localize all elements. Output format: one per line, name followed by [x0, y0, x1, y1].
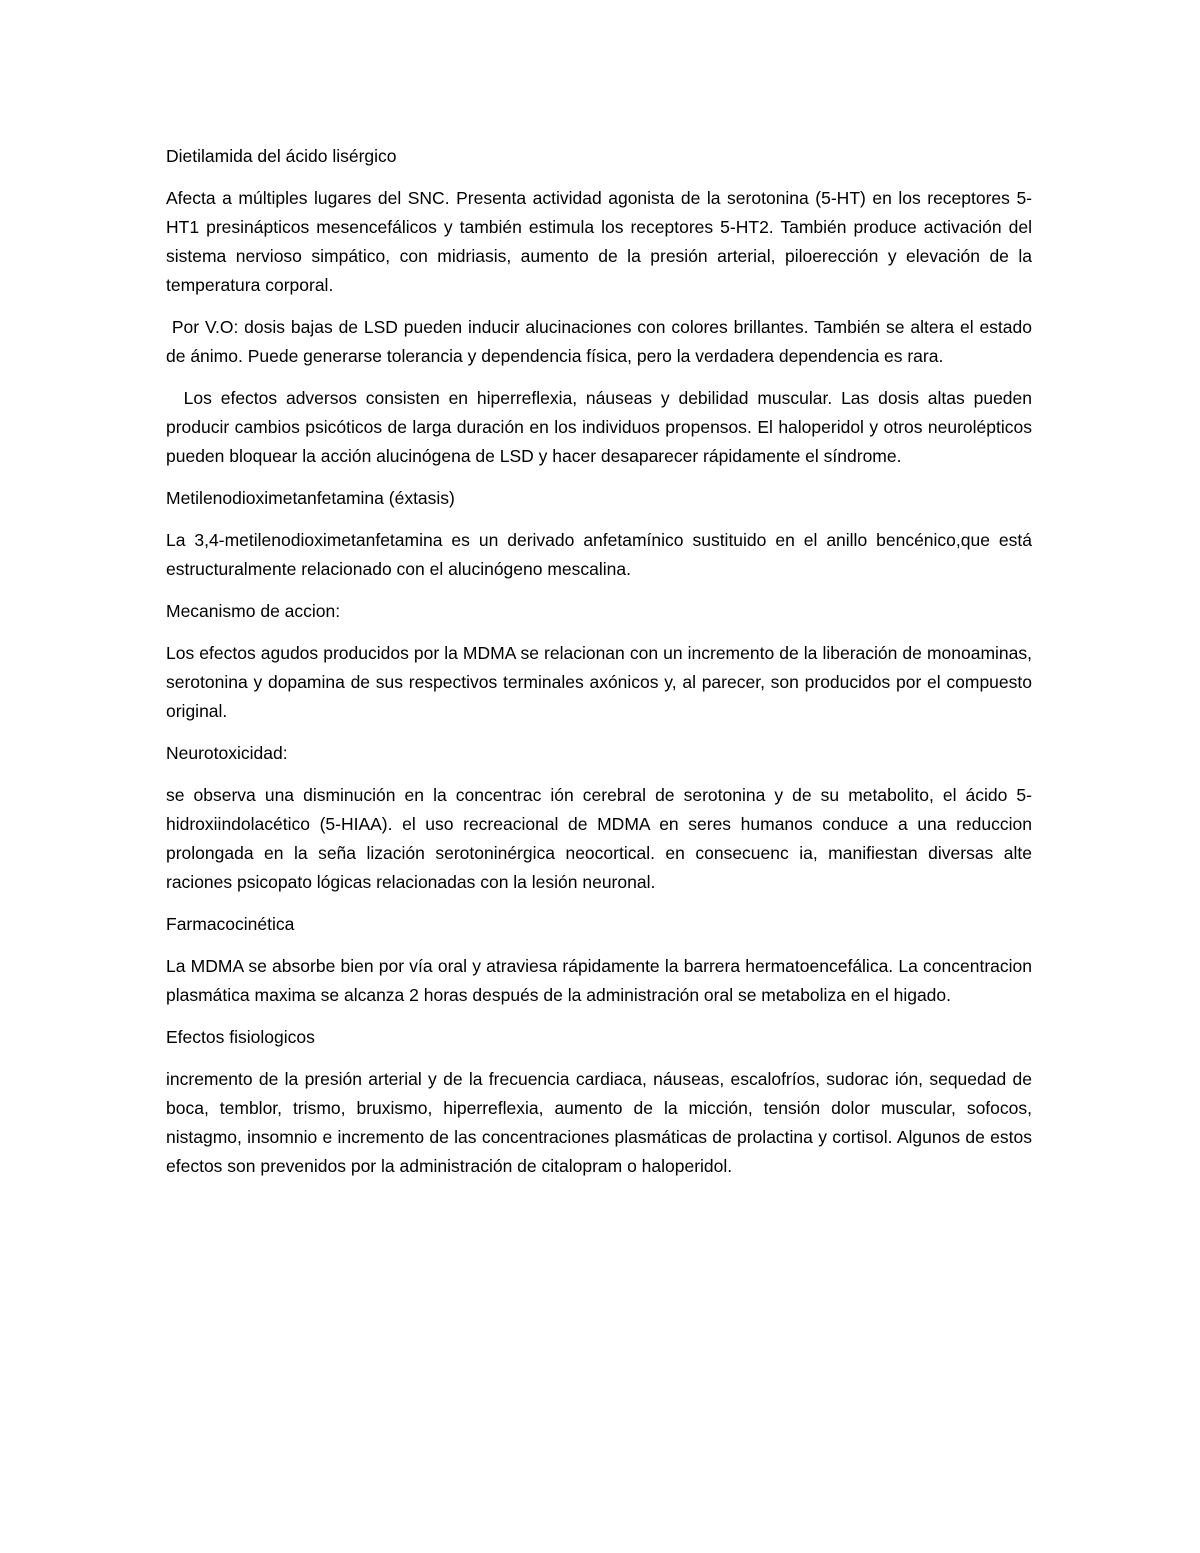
paragraph-neurotoxicity: se observa una disminución en la concentrac ión cerebral de serotonina y de su metabolito, el ácido 5-hidroxiindolacético (5-HIAA). el uso recreacional de MDMA en seres humanos conduce a una reduccion prolongada en la seña lización serotoninérgica neocortical. en consecuenc ia, manifiestan diversas alte raciones psicopato lógicas relacionadas con la lesión neuronal. [166, 785, 1032, 892]
paragraph-physiological-effects: incremento de la presión arterial y de la frecuencia cardiaca, náuseas, escalofríos, sudorac ión, sequedad de boca, temblor, trismo, bruxismo, hiperreflexia, aumento de la micción, tensión dolor muscular, sofocos, nistagmo, insomnio e incremento de las concentraciones plasmáticas de prolactina y cortisol. Algunos de estos efectos son prevenidos por la administración de citalopram o haloperidol. [166, 1069, 1032, 1176]
document-body [166, 142, 1037, 1194]
paragraph-mdma-intro: La 3,4-metilenodioximetanfetamina es un derivado anfetamínico sustituido en el anillo bencénico,que está estructuralmente relacionado con el alucinógeno mescalina. [166, 530, 1032, 579]
section-heading-pharmacokinetics: Farmacocinética [166, 914, 295, 934]
paragraph-lsd-oral: Por V.O: dosis bajas de LSD pueden inducir alucinaciones con colores brillantes. También se altera el estado de ánimo. Puede generarse tolerancia y dependencia física, pero la verdadera dependencia es rara. [166, 317, 1037, 366]
section-heading-neurotoxicity: Neurotoxicidad: [166, 743, 288, 763]
paragraph-pharmacokinetics: La MDMA se absorbe bien por vía oral y atraviesa rápidamente la barrera hermatoencefálica. La concentracion plasmática maxima se alcanza 2 horas después de la administración oral se metaboliza en el higado. [166, 956, 1032, 1005]
section-heading-physiological-effects: Efectos fisiologicos [166, 1027, 315, 1047]
section-heading-mdma: Metilenodioximetanfetamina (éxtasis) [166, 488, 455, 508]
paragraph-lsd-mechanism: Afecta a múltiples lugares del SNC. Presenta actividad agonista de la serotonina (5-HT) en los receptores 5-HT1 presinápticos mesencefálicos y también estimula los receptores 5-HT2. También produce activación del sistema nervioso simpático, con midriasis, aumento de la presión arterial, piloerección y elevación de la temperatura corporal. [166, 188, 1037, 295]
paragraph-mdma-mechanism: Los efectos agudos producidos por la MDMA se relacionan con un incremento de la liberación de monoaminas, serotonina y dopamina de sus respectivos terminales axónicos y, al parecer, son producidos por el compuesto original. [166, 643, 1032, 721]
paragraph-lsd-adverse: Los efectos adversos consisten en hiperreflexia, náuseas y debilidad muscular. Las dosis altas pueden producir cambios psicóticos de larga duración en los individuos propensos. El haloperidol y otros neurolépticos pueden bloquear la acción alucinógena de LSD y hacer desaparecer rápidamente el síndrome. [166, 388, 1037, 466]
section-heading-mechanism: Mecanismo de accion: [166, 601, 341, 621]
section-heading-lsd: Dietilamida del ácido lisérgico [166, 146, 397, 166]
